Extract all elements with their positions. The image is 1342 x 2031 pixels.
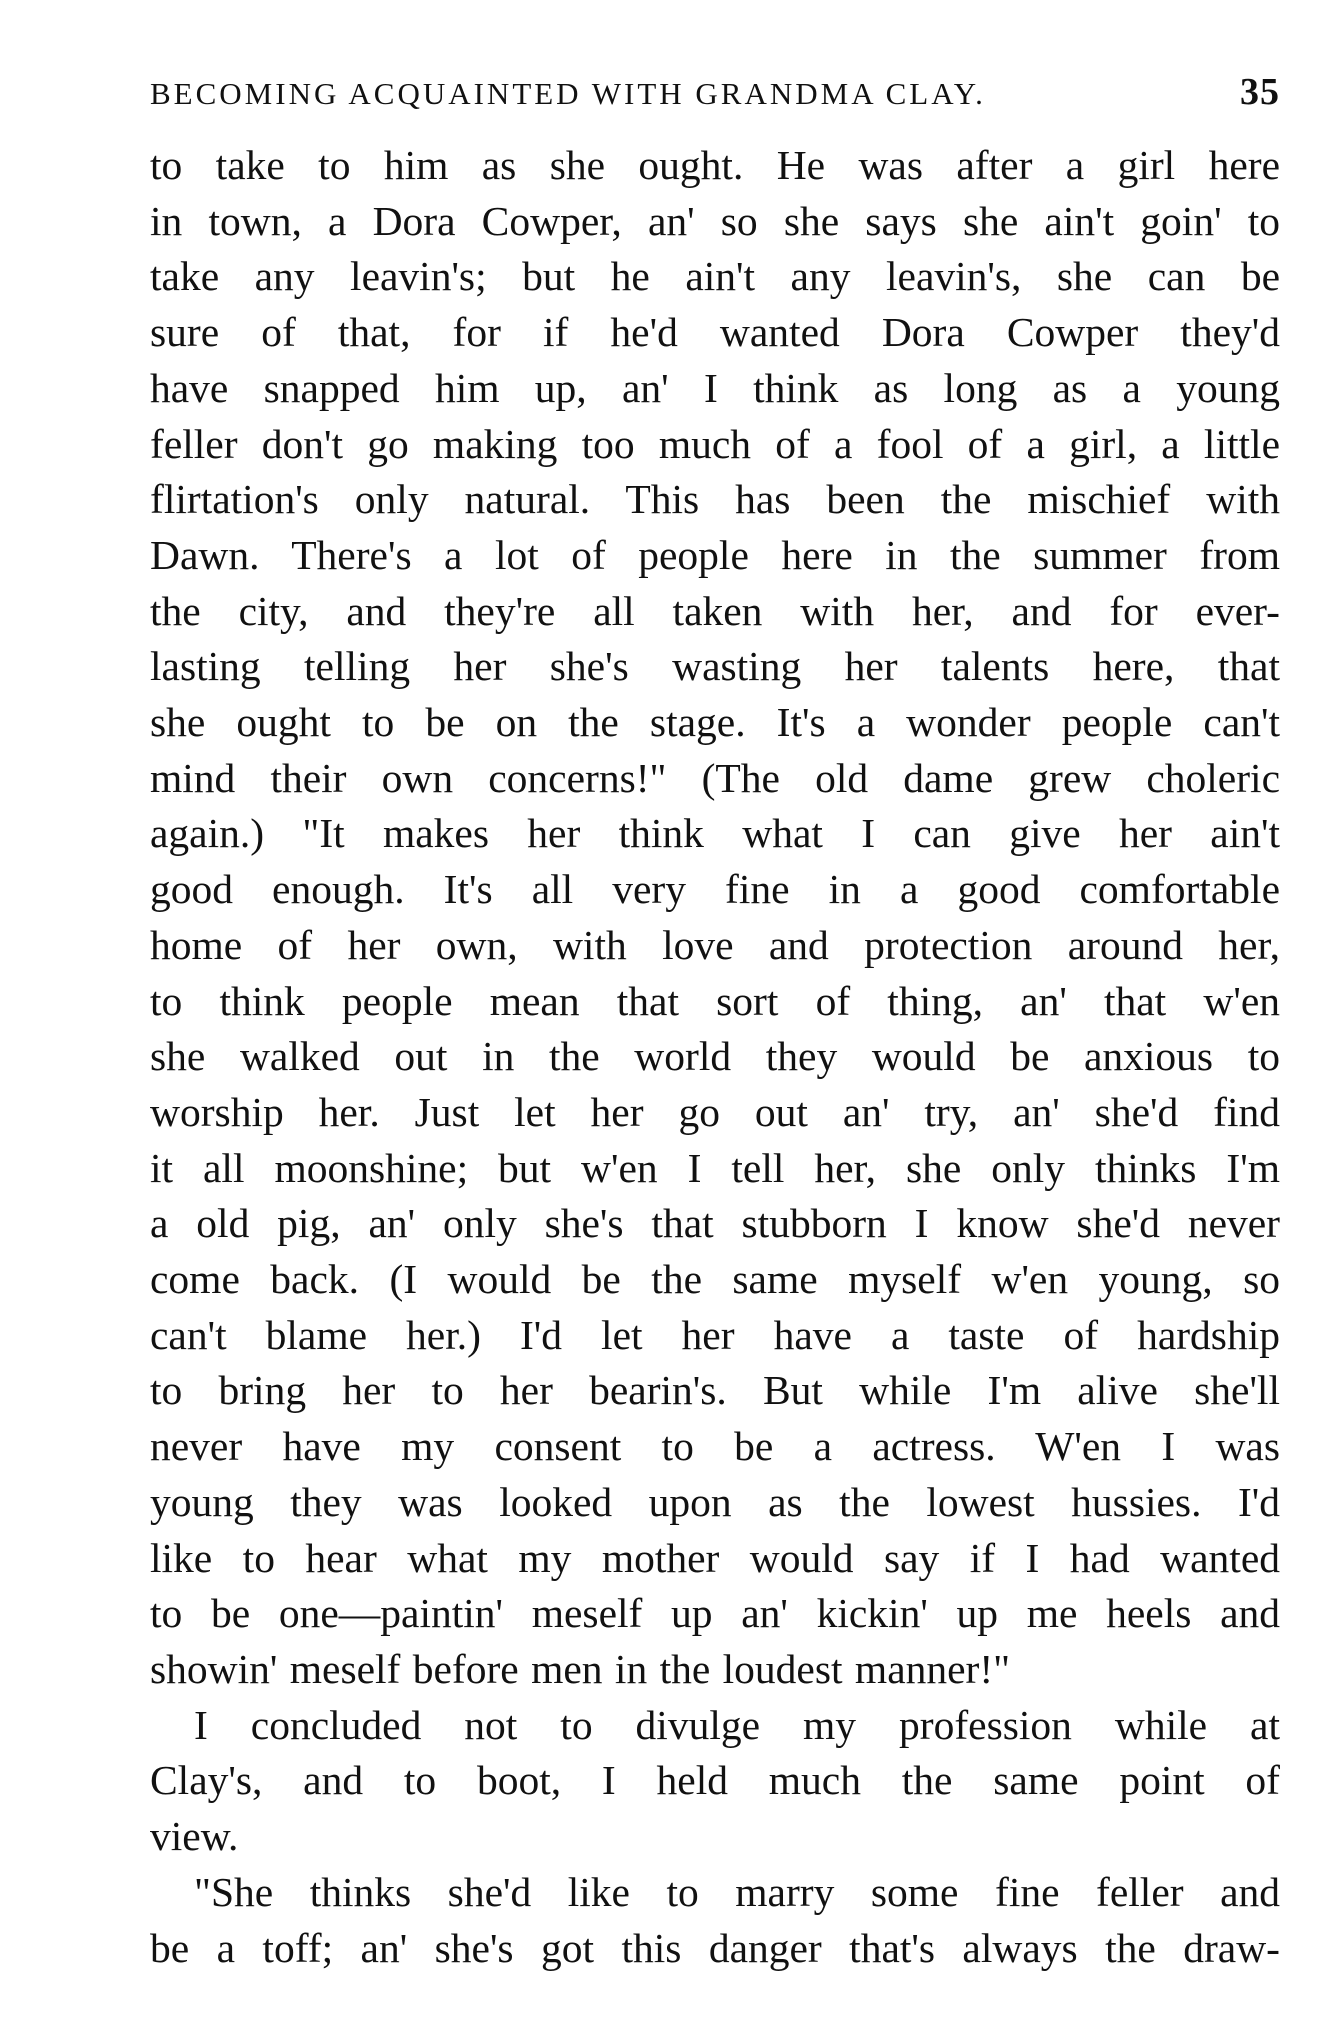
- text-line: have snapped him up, an' I think as long as a young: [150, 364, 1280, 411]
- running-title: BECOMING ACQUAINTED WITH GRANDMA CLAY.: [150, 76, 986, 111]
- text-line: Clay's, and to boot, I held much the same point of: [150, 1757, 1280, 1804]
- page-body: [150, 138, 1280, 1976]
- text-line: young they was looked upon as the lowest hussies. I'd: [150, 1478, 1280, 1525]
- text-line: view.: [150, 1813, 239, 1860]
- text-line: be a toff; an' she's got this danger that's always the draw-: [150, 1924, 1280, 1971]
- running-head: [150, 70, 1280, 126]
- text-line: good enough. It's all very fine in a good comfortable: [150, 866, 1280, 913]
- text-line: like to hear what my mother would say if I had wanted: [150, 1534, 1280, 1581]
- page-number: 35: [1240, 71, 1280, 113]
- text-line: to think people mean that sort of thing, an' that w'en: [150, 977, 1280, 1024]
- text-line: can't blame her.) I'd let her have a taste of hardship: [150, 1311, 1280, 1358]
- text-line: feller don't go making too much of a fool of a girl, a little: [150, 420, 1280, 467]
- text-line: it all moonshine; but w'en I tell her, she only thinks I'm: [150, 1144, 1280, 1191]
- text-line: she walked out in the world they would be anxious to: [150, 1033, 1280, 1080]
- text-line: take any leavin's; but he ain't any leavin's, she can be: [150, 253, 1280, 300]
- text-line: come back. (I would be the same myself w'en young, so: [150, 1256, 1280, 1303]
- text-line: in town, a Dora Cowper, an' so she says she ain't goin' to: [150, 197, 1280, 244]
- text-line: I concluded not to divulge my profession while at: [194, 1701, 1280, 1748]
- text-line: showin' meself before men in the loudest manner!": [150, 1645, 1011, 1692]
- text-line: home of her own, with love and protection around her,: [150, 921, 1280, 968]
- text-line: worship her. Just let her go out an' try, an' she'd find: [150, 1088, 1280, 1135]
- text-line: never have my consent to be a actress. W'en I was: [150, 1423, 1280, 1470]
- text-line: again.) "It makes her think what I can give her ain't: [150, 810, 1280, 857]
- text-line: Dawn. There's a lot of people here in the summer from: [150, 531, 1280, 578]
- text-line: to take to him as she ought. He was after a girl here: [150, 142, 1280, 188]
- text-line: sure of that, for if he'd wanted Dora Cowper they'd: [150, 309, 1280, 356]
- text-line: to be one—paintin' meself up an' kickin' up me heels and: [150, 1590, 1280, 1637]
- text-line: the city, and they're all taken with her, and for ever-: [150, 587, 1280, 634]
- book-page: [150, 70, 1280, 1976]
- text-line: mind their own concerns!" (The old dame grew choleric: [150, 754, 1280, 801]
- text-line: she ought to be on the stage. It's a wonder people can't: [150, 699, 1280, 746]
- text-line: to bring her to her bearin's. But while I'm alive she'll: [150, 1367, 1280, 1414]
- text-line: a old pig, an' only she's that stubborn I know she'd never: [150, 1200, 1280, 1247]
- text-line: flirtation's only natural. This has been the mischief with: [150, 476, 1280, 523]
- text-line: lasting telling her she's wasting her talents here, that: [150, 643, 1280, 690]
- text-line: "She thinks she'd like to marry some fine feller and: [194, 1868, 1280, 1915]
